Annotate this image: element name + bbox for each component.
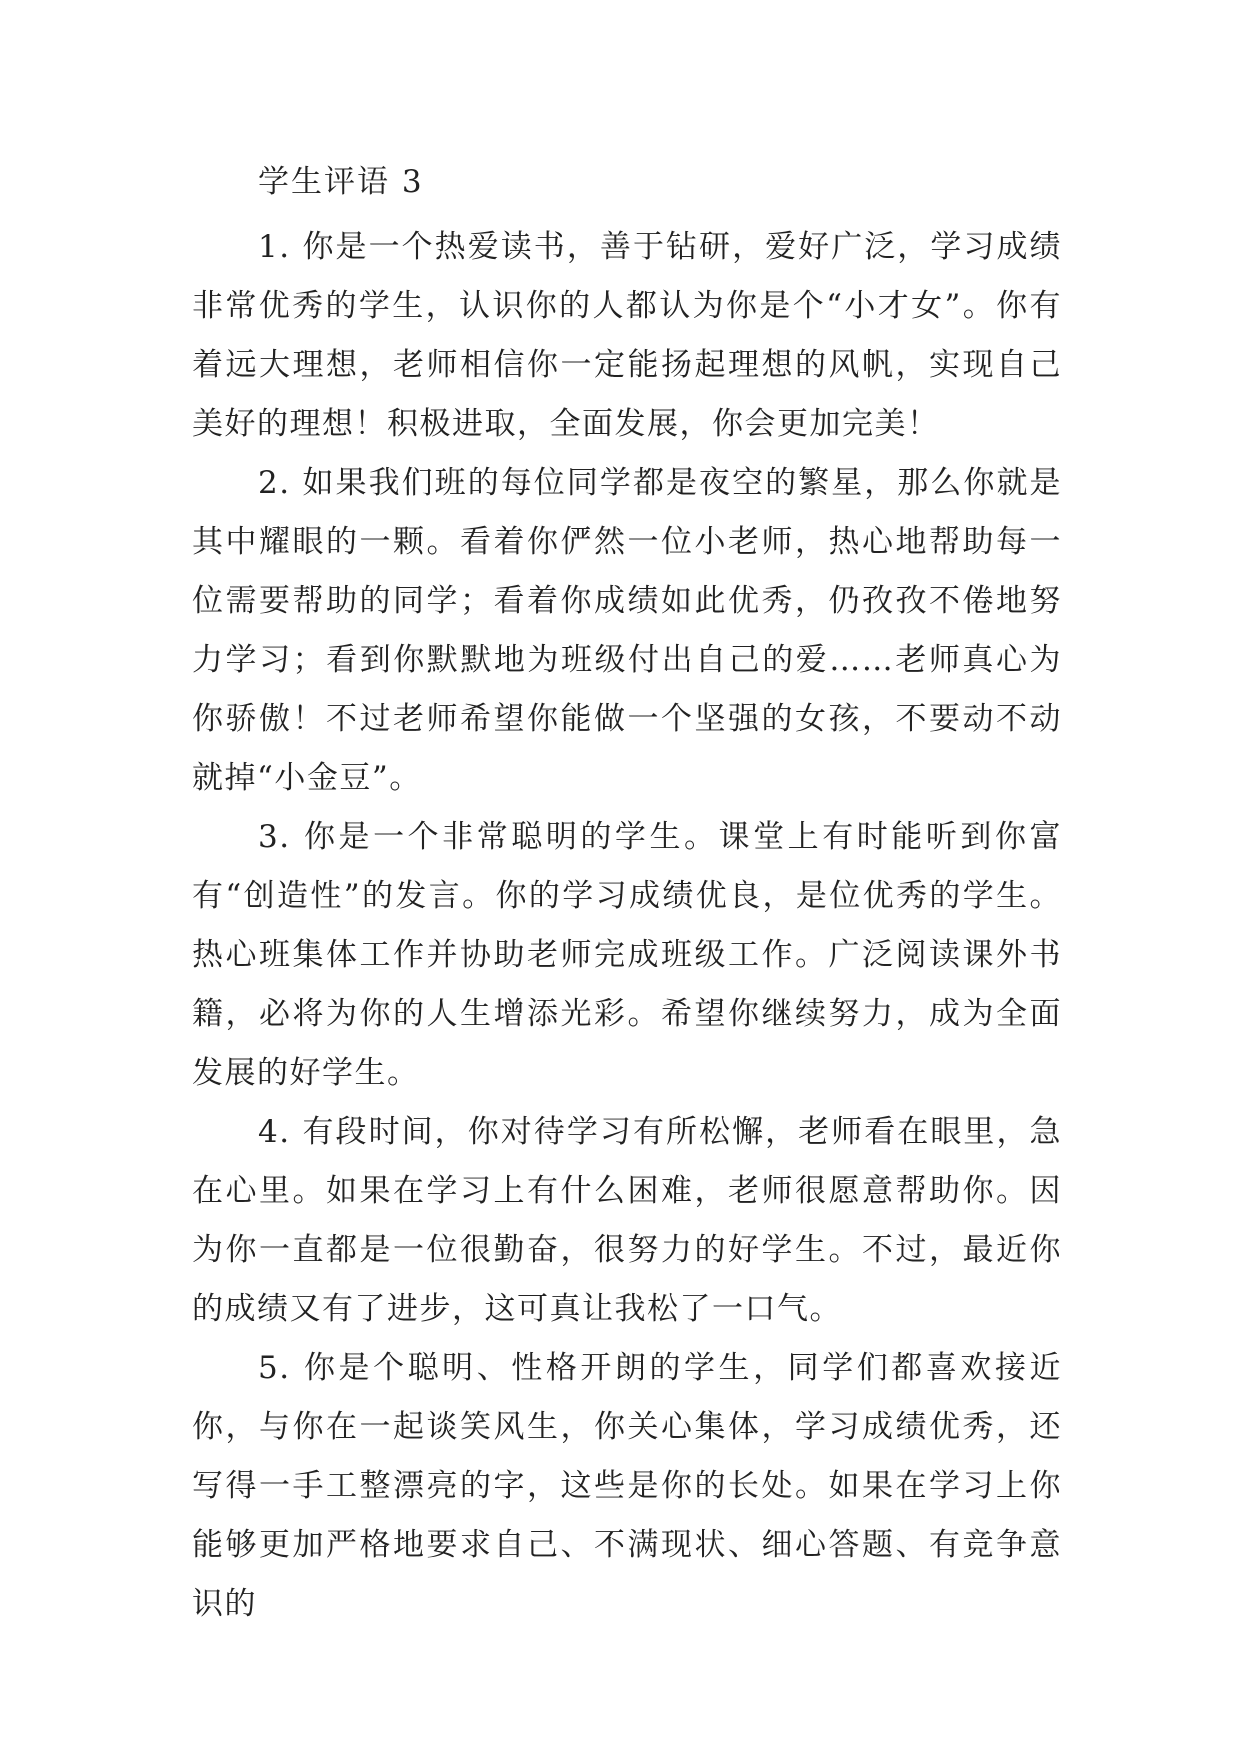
comment-paragraph-3: 3. 你是一个非常聪明的学生。课堂上有时能听到你富有“创造性”的发言。你的学习成绩优良，是位优秀的学生。热心班集体工作并协助老师完成班级工作。广泛阅读课外书籍，必将为你的人生增添光彩。希望你继续努力，成为全面发展的好学生。 [192,819,1062,1091]
comment-paragraph-1: 1. 你是一个热爱读书，善于钻研，爱好广泛，学习成绩非常优秀的学生，认识你的人都认为你是个“小才女”。你有着远大理想，老师相信你一定能扬起理想的风帆，实现自己美好的理想！积极进取，全面发展，你会更加完美！ [192,229,1062,442]
comment-paragraph-5: 5. 你是个聪明、性格开朗的学生，同学们都喜欢接近你，与你在一起谈笑风生，你关心集体，学习成绩优秀，还写得一手工整漂亮的字，这些是你的长处。如果在学习上你能够更加严格地要求自己、不满现状、细心答题、有竞争意识的 [192,1350,1062,1622]
section-heading: 学生评语 3 [258,164,424,200]
comment-paragraph-2: 2. 如果我们班的每位同学都是夜空的繁星，那么你就是其中耀眼的一颗。看着你俨然一位小老师，热心地帮助每一位需要帮助的同学；看着你成绩如此优秀，仍孜孜不倦地努力学习；看到你默默地为班级付出自己的爱……老师真心为你骄傲！不过老师希望你能做一个坚强的女孩，不要动不动就掉“小金豆”。 [192,465,1062,796]
comment-paragraph-4: 4. 有段时间，你对待学习有所松懈，老师看在眼里，急在心里。如果在学习上有什么困难，老师很愿意帮助你。因为你一直都是一位很勤奋，很努力的好学生。不过，最近你的成绩又有了进步，这可真让我松了一口气。 [192,1114,1062,1327]
comment-list [192,218,1062,1634]
